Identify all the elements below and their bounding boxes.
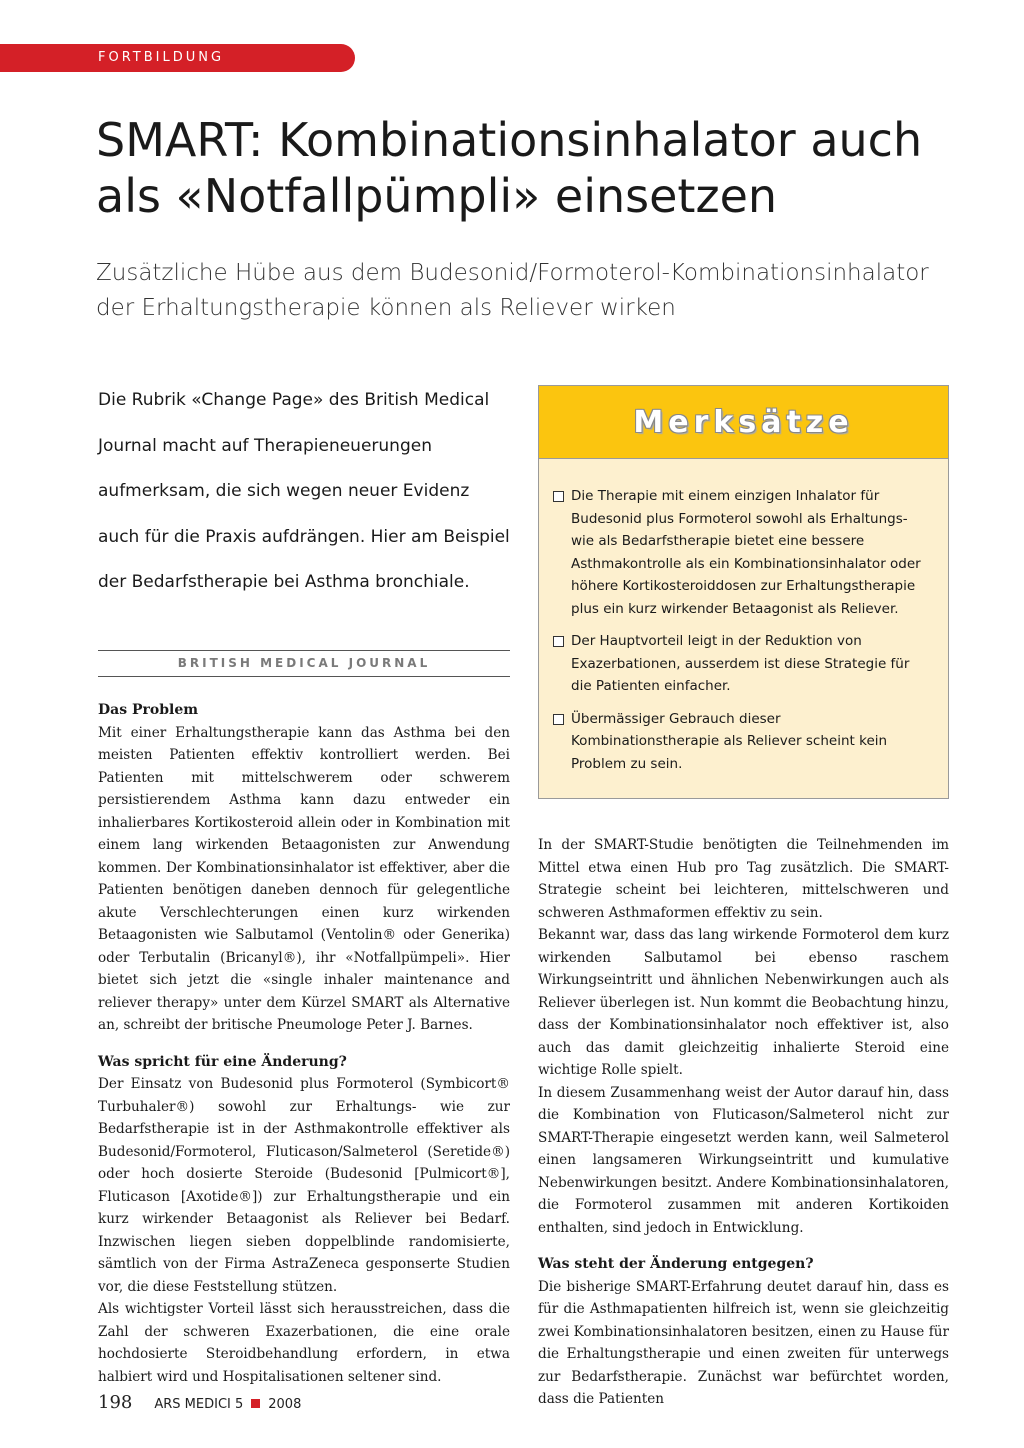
body-paragraph: Bekannt war, dass das lang wirkende Formoterol dem kurz wirkenden Salbutamol bei ebenso raschem Wirkungseintritt und ähnlichen Nebenwirkungen auch als Reliever überlegen ist. Nun kommt die Beobachtung hinzu, dass der Kombinationsinhalator noch effektiver ist, also auch das damit gleichzeitig inhalierte Steroid eine wichtige Rolle spielt. <box>538 927 949 1078</box>
journal-year: 2008 <box>268 1397 302 1412</box>
source-rule-bottom <box>98 676 510 677</box>
body-paragraph: Mit einer Erhaltungstherapie kann das Asthma bei den meisten Patienten effektiv kontrolliert werden. Bei Patienten mit mittelschwerem oder schwerem persistierendem Asthma kann dazu entweder ein inhalierbares Kortikosteroid allein oder in Kombination mit einem lang wirkenden Betaagonisten zur Anwendung kommen. Der Kombinationsinhalator ist effektiver, aber die Patienten benötigen daneben dennoch für gelegentliche akute Verschlechterungen einen kurz wirkenden Betaagonisten wie Salbutamol (Ventolin® oder Generika) oder Terbutalin (Bricanyl®), ihr «Notfallpümpeli». Hier bietet sich jetzt die «single inhaler maintenance and reliever therapy» unter dem Kürzel SMART als Alternative an, schreibt der britische Pneumologe Peter J. Barnes. <box>98 724 510 1033</box>
journal-name: ARS MEDICI 5 <box>154 1397 244 1412</box>
key-point-item: Übermässiger Gebrauch dieser Kombinationstherapie als Reliever scheint kein Problem zu sein. <box>553 708 928 776</box>
key-point-item: Die Therapie mit einem einzigen Inhalator für Budesonid plus Formoterol sowohl als Erhaltungs- wie als Bedarfstherapie bietet eine bessere Asthmakontrolle als ein Kombinationsinhalator oder höhere Kortikosteroiddosen zur Erhaltungstherapie plus ein kurz wirkender Betaagonist als Reliever. <box>553 485 928 620</box>
key-points-list <box>539 459 948 775</box>
key-points-title: Merksätze <box>633 404 854 440</box>
section-heading-obstacles: Was steht der Änderung entgegen? <box>538 1256 814 1272</box>
red-square-icon <box>251 1399 260 1408</box>
rubric-banner <box>0 44 355 72</box>
checkbox-square-icon <box>553 491 564 502</box>
source-rule-top <box>98 650 510 651</box>
body-paragraph: In diesem Zusammenhang weist der Autor darauf hin, dass die Kombination von Fluticason/Salmeterol nicht zur SMART-Therapie eingesetzt werden kann, weil Salmeterol einen langsameren Wirkungseintritt und kumulative Nebenwirkungen besitzt. Andere Kombinationsinhalatoren, die Formoterol zusammen mit anderen Kortikoiden enthalten, sind jedoch in Entwicklung. <box>538 1084 949 1236</box>
body-paragraph: Die bisherige SMART-Erfahrung deutet darauf hin, dass es für die Asthmapatienten hilfreich ist, wenn sie gleichzeitig zwei Kombinationsinhalatoren besitzen, einen zu Hause für die Erhaltungstherapie und einen zweiten für unterwegs zur Bedarfstherapie. Zunächst war befürchtet worden, dass die Patienten <box>538 1278 949 1407</box>
section-heading-problem: Das Problem <box>98 702 199 718</box>
left-column <box>98 699 510 1388</box>
checkbox-square-icon <box>553 714 564 725</box>
lead-paragraph: Die Rubrik «Change Page» des British Medical Journal macht auf Therapieneuerungen aufmerksam, die sich wegen neuer Evidenz auch für die Praxis aufdrängen. Hier am Beispiel der Bedarfstherapie bei Asthma bronchiale. <box>98 390 510 592</box>
article-title: SMART: Kombinationsinhalator auch als «Notfallpümpli» einsetzen <box>96 113 923 223</box>
body-paragraph: In der SMART-Studie benötigten die Teilnehmenden im Mittel etwa einen Hub pro Tag zusätzlich. Die SMART-Strategie scheint bei leichteren, mittelschweren und schweren Asthmaformen effektiv zu sein. <box>538 837 949 921</box>
key-points-box <box>538 385 949 799</box>
body-paragraph: Der Einsatz von Budesonid plus Formoterol (Symbicort® Turbuhaler®) sowohl zur Erhaltungs- wie zur Bedarfstherapie ist in der Asthmakontrolle effektiver als Budesonid/Formoterol, Fluticason/Salmeterol (Seretide®) oder hoch dosierte Steroide (Budesonid [Pulmicort®], Fluticason [Axotide®]) zur Erhaltungstherapie und ein kurz wirkender Betaagonist als Reliever bei Bedarf. Inzwischen liegen sieben doppelblinde randomisierte, sämtlich von der Firma AstraZeneca gesponserte Studien vor, die diese Feststellung stützen. <box>98 1076 510 1295</box>
rubric-label: FORTBILDUNG <box>98 50 225 65</box>
page-number: 198 <box>98 1392 133 1413</box>
article-subtitle: Zusätzliche Hübe aus dem Budesonid/Formoterol-Kombinationsinhalator der Erhaltungstherapie können als Reliever wirken <box>96 260 929 321</box>
key-point-item: Der Hauptvorteil leigt in der Reduktion von Exazerbationen, ausserdem ist diese Strategie für die Patienten einfacher. <box>553 630 928 698</box>
page-footer <box>98 1392 301 1413</box>
key-points-header <box>539 386 948 459</box>
body-paragraph: Als wichtigster Vorteil lässt sich herausstreichen, dass die Zahl der schweren Exazerbationen, die eine orale hochdosierte Steroidbehandlung erfordern, in etwa halbiert wird und Hospitalisationen seltener sind. <box>98 1301 510 1385</box>
source-label: BRITISH MEDICAL JOURNAL <box>177 656 431 670</box>
right-column <box>538 834 949 1411</box>
checkbox-square-icon <box>553 636 564 647</box>
section-heading-change: Was spricht für eine Änderung? <box>98 1053 347 1070</box>
